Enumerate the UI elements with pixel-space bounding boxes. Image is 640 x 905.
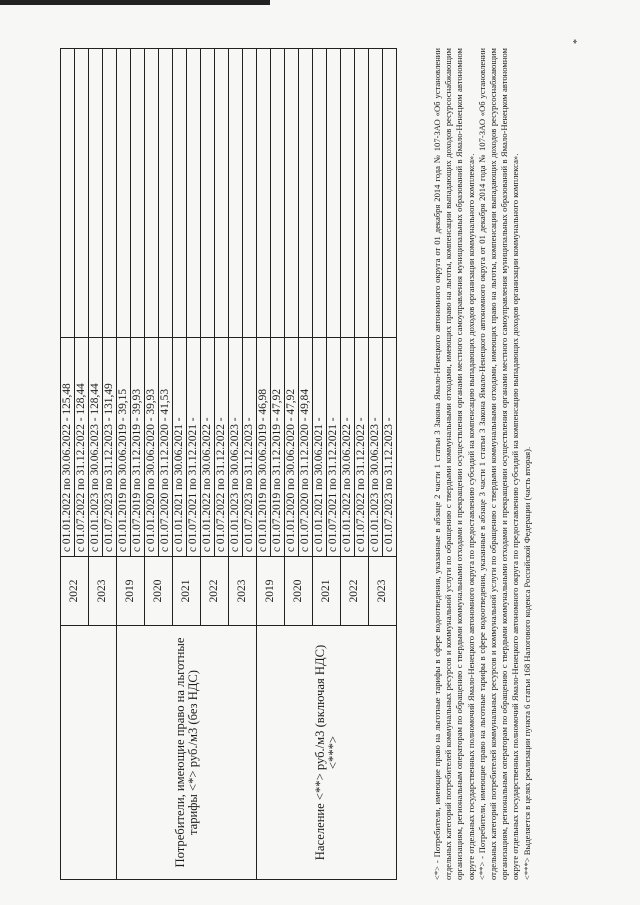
year-cell: 2021 [313,557,341,626]
empty-cell [89,49,103,338]
tariff-period-cell: с 01.01.2022 по 30.06.2022 - [341,338,355,557]
category-cell: Потребители, имеющие право на льготные тарифы <*> руб./м3 (без НДС) [117,626,257,880]
tariff-period-cell: с 01.07.2022 по 31.12.2022 - [355,338,369,557]
empty-cell [383,49,397,338]
tariff-period-cell: с 01.01.2021 по 30.06.2021 - [313,338,327,557]
empty-cell [327,49,341,338]
year-cell: 2023 [89,557,117,626]
empty-cell [159,49,173,338]
empty-cell [145,49,159,338]
empty-cell [229,49,243,338]
tariff-period-cell: с 01.07.2022 по 31.12.2022 - 128,44 [75,338,89,557]
year-cell: 2023 [229,557,257,626]
tariff-period-cell: с 01.01.2022 по 30.06.2022 - 125,48 [61,338,75,557]
footnote-3: <***> Выделяется в целях реализации пункта 6 статьи 168 Налогового кодекса Российской Федерации (часть вторая). [521,446,532,880]
year-cell: 2021 [173,557,201,626]
tariff-period-cell: с 01.07.2022 по 31.12.2022 - [215,338,229,557]
empty-cell [103,49,117,338]
tariff-period-cell: с 01.01.2023 по 30.06.2023 - [369,338,383,557]
empty-cell [285,49,299,338]
tariff-period-cell: с 01.01.2019 по 30.06.2019 - 39,15 [117,338,131,557]
tariff-period-cell: с 01.01.2021 по 30.06.2021 - [173,338,187,557]
tariff-period-cell: с 01.07.2023 по 31.12.2023 - 131,49 [103,338,117,557]
year-cell: 2019 [117,557,145,626]
year-cell: 2020 [145,557,173,626]
empty-cell [341,49,355,338]
empty-cell [299,49,313,338]
empty-cell [271,49,285,338]
year-cell: 2022 [201,557,229,626]
table-row [61,49,75,880]
category-cell [61,626,117,880]
empty-cell [201,49,215,338]
tariff-period-cell: с 01.07.2019 по 31.12.2019 - 47,92 [271,338,285,557]
tariff-period-cell: с 01.01.2020 по 30.06.2020 - 47,92 [285,338,299,557]
empty-cell [187,49,201,338]
empty-cell [117,49,131,338]
tariff-period-cell: с 01.07.2023 по 31.12.2023 - [243,338,257,557]
empty-cell [257,49,271,338]
year-cell: 2023 [369,557,397,626]
empty-cell [173,49,187,338]
year-cell: 2019 [257,557,285,626]
margin-mark: * [572,39,583,44]
empty-cell [369,49,383,338]
tariff-period-cell: с 01.07.2021 по 31.12.2021 - [187,338,201,557]
category-cell: Население <**> руб./м3 (включая НДС) <***> [257,626,397,880]
empty-cell [215,49,229,338]
empty-cell [243,49,257,338]
empty-cell [131,49,145,338]
empty-cell [75,49,89,338]
footnote-1: <*> - Потребители, имеющие право на льготные тарифы в сфере водоотведения, указанные в абзаце 2 части 1 статьи 3 Закона Ямало-Ненецкого автономного округа от 01 декабря 2014 года № 107-ЗАО «Об установлении отдельных категорий потребителей коммунальных ресурсов и коммунальной услуги по обращению с твердыми коммунальными отходами, имеющих право на льготы, компенсации выпадающих доходов ресурсоснабжающим организациям, региональным операторам по обращению с твердыми коммунальными отходами и прекращении осуществления органами местного самоуправления муниципальных образований в Ямало-Ненецком автономном округе отдельных государственных полномочий Ямало-Ненецкого автономного округа по предоставлению субсидий на компенсацию выпадающих доходов организации коммунального комплекса». [432,48,476,880]
top-edge-line [0,0,270,5]
empty-cell [355,49,369,338]
tariff-period-cell: с 01.01.2019 по 30.06.2019 - 46,98 [257,338,271,557]
footnotes [432,48,533,880]
tariff-table [60,48,397,880]
empty-cell [313,49,327,338]
year-cell: 2022 [61,557,89,626]
table-row [117,49,131,880]
year-cell: 2020 [285,557,313,626]
tariff-period-cell: с 01.07.2020 по 31.12.2020 - 41,53 [159,338,173,557]
tariff-period-cell: с 01.01.2023 по 30.06.2023 - 128,44 [89,338,103,557]
footnote-2: <**> - Потребители, имеющие право на льготные тарифы в сфере водоотведения, указанные в абзаце 3 части 1 статьи 3 Закона Ямало-Ненецкого автономного округа от 01 декабря 2014 года № 107-ЗАО «Об установлении отдельных категорий потребителей коммунальных ресурсов и коммунальной услуги по обращению с твердыми коммунальными отходами, имеющих право на льготы, компенсации выпадающих доходов ресурсоснабжающим организациям, региональным операторам по обращению с твердыми коммунальными отходами и прекращении осуществления органами местного самоуправления муниципальных образований в Ямало-Ненецком автономном округе отдельных государственных полномочий Ямало-Ненецкого автономного округа по предоставлению субсидий на компенсацию выпадающих доходов организации коммунального комплекса». [476,48,521,880]
year-cell: 2022 [341,557,369,626]
tariff-period-cell: с 01.01.2020 по 30.06.2020 - 39,93 [145,338,159,557]
tariff-period-cell: с 01.01.2023 по 30.06.2023 - [229,338,243,557]
empty-cell [61,49,75,338]
table-row [257,49,271,880]
tariff-period-cell: с 01.07.2023 по 31.12.2023 - [383,338,397,557]
tariff-period-cell: с 01.07.2020 по 31.12.2020 - 49,84 [299,338,313,557]
tariff-period-cell: с 01.01.2022 по 30.06.2022 - [201,338,215,557]
tariff-period-cell: с 01.07.2021 по 31.12.2021 - [327,338,341,557]
tariff-period-cell: с 01.07.2019 по 31.12.2019 - 39,93 [131,338,145,557]
rotated-content [40,20,600,880]
